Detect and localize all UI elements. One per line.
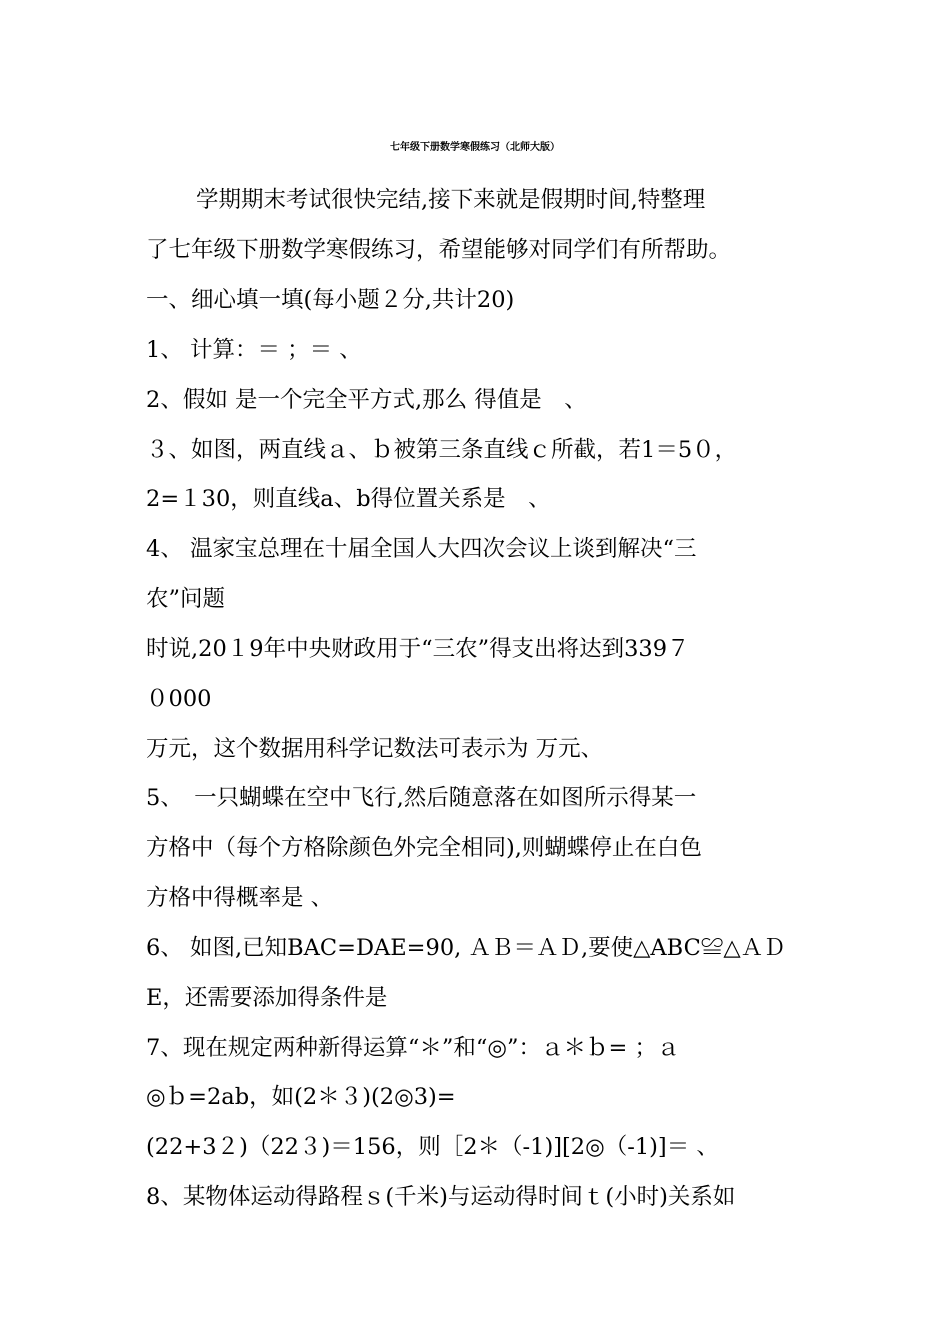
document-title: 七年级下册数学寒假练习（北师大版）: [390, 142, 560, 153]
section-heading: 一、细心填一填(每小题２分,共计20): [146, 287, 515, 313]
question-7-line-2: ◎ｂ=2ab，如(2＊３)(2◎3)=: [146, 1084, 456, 1110]
question-1: 1、 计算：＝ ；＝ 、: [146, 337, 362, 363]
question-3-line-1: ３、如图，两直线ａ、ｂ被第三条直线ｃ所截，若1＝5０，: [146, 437, 738, 463]
question-4-line-5: 万元，这个数据用科学记数法可表示为 万元、: [146, 736, 604, 762]
intro-line-2: 了七年级下册数学寒假练习，希望能够对同学们有所帮助。: [146, 237, 732, 263]
question-6-line-2: E，还需要添加得条件是: [146, 985, 388, 1011]
question-5-line-3: 方格中得概率是 、: [146, 885, 334, 911]
question-3-line-2: 2=１30，则直线a、b得位置关系是 、: [146, 486, 551, 512]
question-4-line-1: 4、 温家宝总理在十届全国人大四次会议上谈到解决“三: [146, 536, 697, 562]
question-8-line-1: 8、某物体运动得路程ｓ(千米)与运动得时间ｔ(小时)关系如: [146, 1184, 736, 1210]
question-2: 2、假如 是一个完全平方式,那么 得值是 、: [146, 387, 587, 413]
question-5-line-2: 方格中（每个方格除颜色外完全相同),则蝴蝶停止在白色: [146, 835, 702, 861]
question-4-line-3: 时说,20１9年中央财政用于“三农”得支出将达到339７: [146, 636, 690, 662]
question-6-line-1: 6、 如图,已知BAC=DAE=90, ＡＢ＝ＡＤ,要使△ABC≌△ＡＤ: [146, 935, 786, 961]
question-4-line-2: 农”问题: [146, 586, 226, 612]
intro-line-1: 学期期末考试很快完结,接下来就是假期时间,特整理: [196, 187, 706, 213]
question-4-line-4: ０000: [146, 686, 212, 712]
question-7-line-1: 7、现在规定两种新得运算“＊”和“◎”：ａ＊ｂ= ；ａ: [146, 1035, 680, 1061]
question-5-line-1: 5、 一只蝴蝶在空中飞行,然后随意落在如图所示得某一: [146, 785, 697, 811]
question-7-line-3: (22+3２)（22３)＝156，则［2＊（-1)][2◎（-1)]＝ 、: [146, 1134, 719, 1160]
